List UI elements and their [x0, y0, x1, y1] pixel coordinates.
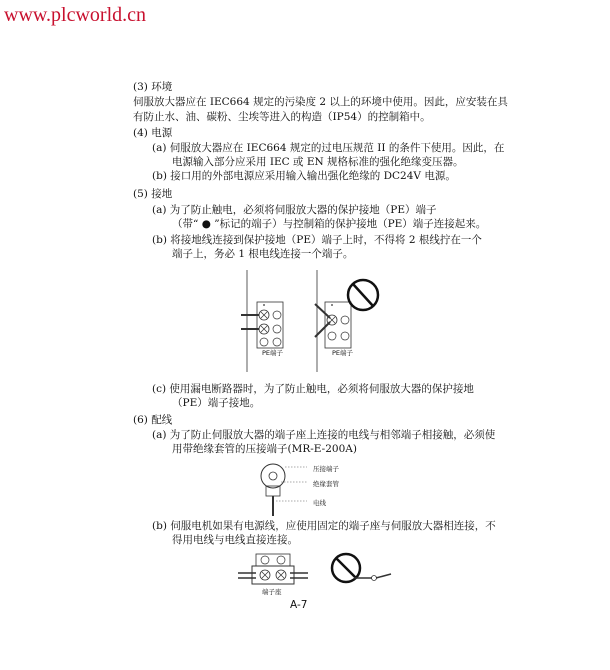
- section-5a-line-2: （带“ ● ”标记的端子）与控制箱的保护接地（PE）端子连接起来。: [172, 218, 487, 230]
- pe-terminal-diagram: [235, 262, 395, 377]
- section-5b-line-1: (b) 将接地线连接到保护接地（PE）端子上时，不得将 2 根线拧在一个: [152, 234, 482, 246]
- section-3-heading: (3) 环境: [133, 81, 173, 93]
- section-3-line-1: 伺服放大器应在 IEC664 规定的污染度 2 以上的环境中使用。因此，应安装在具: [133, 96, 508, 108]
- section-3-line-2: 有防止水、油、碳粉、尘埃等进入的构造（IP54）的控制箱中。: [133, 111, 431, 123]
- section-5c-line-1: (c) 使用漏电断路器时，为了防止触电，必须将伺服放大器的保护接地: [152, 383, 474, 395]
- terminal-block: [238, 554, 308, 584]
- section-5-heading: (5) 接地: [133, 188, 173, 200]
- section-6b-line-1: (b) 伺服电机如果有电源线，应使用固定的端子座与伺服放大器相连接，不: [152, 520, 496, 532]
- section-6a-line-1: (a) 为了防止伺服放大器的端子座上连接的电线与相邻端子相接触，必须使: [152, 429, 496, 441]
- label-wire: 电线: [313, 499, 326, 507]
- section-5c-line-2: （PE）端子接地。: [172, 397, 261, 409]
- section-6a-line-2: 用带绝缘套管的压接端子(MR-E-200A): [172, 443, 357, 455]
- terminal-block-diagram: [236, 548, 396, 596]
- section-5a-line-1: (a) 为了防止触电，必须将伺服放大器的保护接地（PE）端子: [152, 204, 437, 216]
- crimp-terminal-diagram: [255, 458, 315, 518]
- section-4a-line-2: 电源输入部分应采用 IEC 或 EN 规格标准的强化绝缘变压器。: [172, 156, 464, 168]
- section-5b-line-2: 端子上，务必 1 根电线连接一个端子。: [172, 248, 354, 260]
- section-6b-line-2: 得用电线与电线直接连接。: [172, 534, 298, 546]
- watermark: www.plcworld.cn: [4, 4, 147, 26]
- label-crimp-terminal: 压接端子: [313, 465, 339, 473]
- pe-label-left: PE端子: [262, 349, 284, 357]
- label-insulation-sleeve: 绝缘套管: [313, 480, 339, 488]
- label-terminal-block: 端子座: [262, 588, 282, 596]
- section-4b-line-1: (b) 接口用的外部电源应采用输入输出强化绝缘的 DC24V 电源。: [152, 170, 456, 182]
- prohibited-icon: [348, 280, 378, 310]
- section-4a-line-1: (a) 伺服放大器应在 IEC664 规定的过电压规范 II 的条件下使用。因此，在: [152, 142, 505, 154]
- page-number: A-7: [290, 599, 308, 611]
- section-6-heading: (6) 配线: [133, 414, 173, 426]
- pe-label-right: PE端子: [332, 349, 354, 357]
- section-4-heading: (4) 电源: [133, 127, 173, 139]
